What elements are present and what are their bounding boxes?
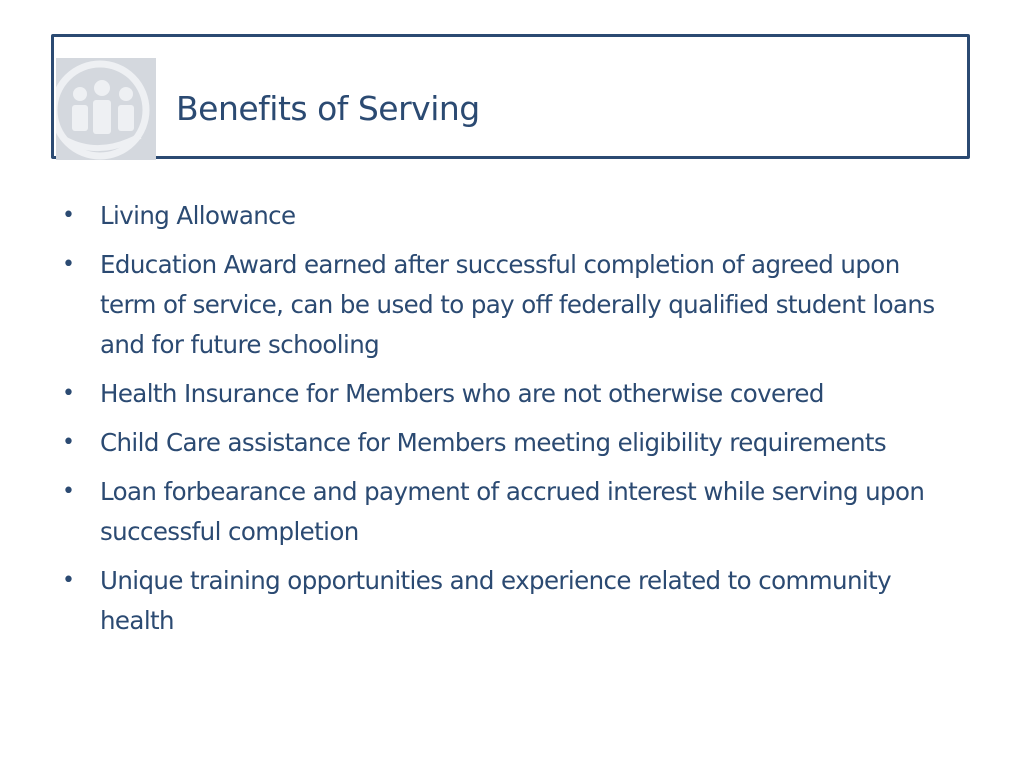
bullet-text: Loan forbearance and payment of accrued interest while serving upon successful completion bbox=[100, 477, 925, 546]
bullet-text: Education Award earned after successful completion of agreed upon term of service, can be used to pay off federally qualified student loans and for future schooling bbox=[100, 250, 935, 359]
title-box bbox=[51, 34, 970, 159]
bullet-text: Health Insurance for Members who are not otherwise covered bbox=[100, 379, 824, 408]
bullet-icon: • bbox=[62, 252, 75, 277]
bullet-list bbox=[58, 196, 958, 650]
list-item bbox=[58, 561, 958, 641]
bullet-text: Unique training opportunities and experience related to community health bbox=[100, 566, 892, 635]
list-item bbox=[58, 374, 958, 414]
slide-title: Benefits of Serving bbox=[176, 89, 480, 128]
bullet-icon: • bbox=[62, 568, 75, 593]
bullet-icon: • bbox=[62, 381, 75, 406]
people-logo-icon bbox=[56, 58, 156, 160]
list-item bbox=[58, 423, 958, 463]
bullet-icon: • bbox=[62, 479, 75, 504]
bullet-icon: • bbox=[62, 203, 75, 228]
logo-graphic bbox=[56, 58, 156, 160]
list-item bbox=[58, 245, 958, 365]
list-item bbox=[58, 196, 958, 236]
bullet-text: Living Allowance bbox=[100, 201, 296, 230]
bullet-icon: • bbox=[62, 430, 75, 455]
list-item bbox=[58, 472, 958, 552]
bullet-text: Child Care assistance for Members meeting eligibility requirements bbox=[100, 428, 887, 457]
